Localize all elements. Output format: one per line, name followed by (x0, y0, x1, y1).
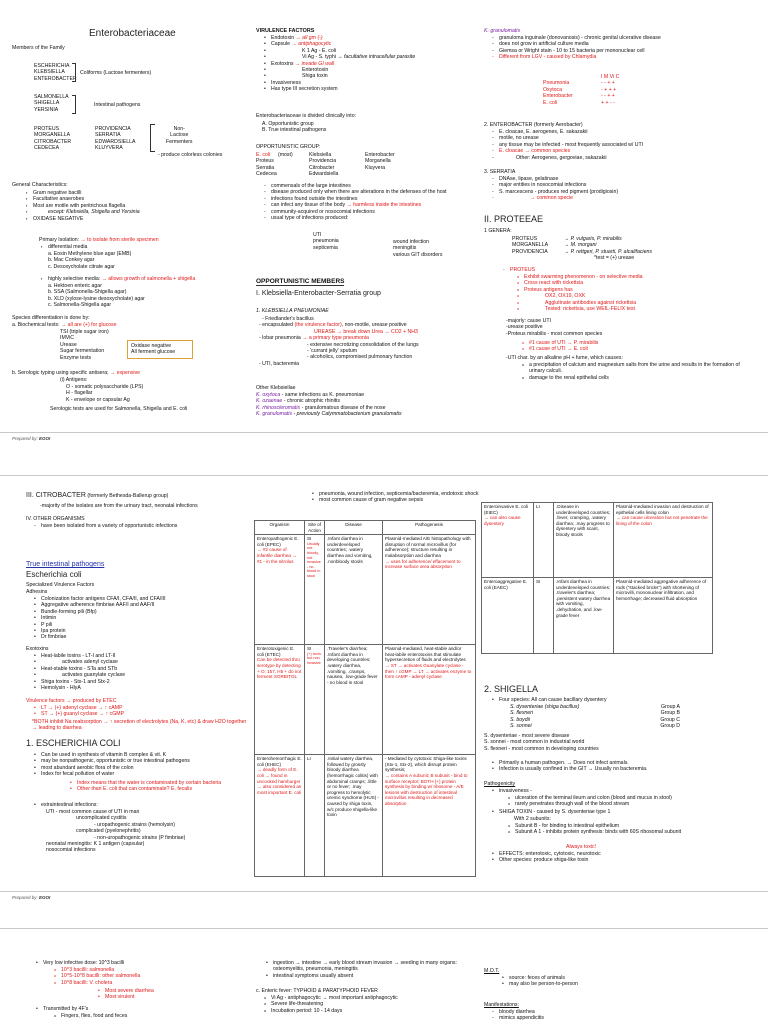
vf-list: • Endotoxin → all gm (-) • Capsule → antiphagocytic • K 1 Ag - E. coli • Vi Ag - S. typhi → facultative intracellular parasite • Exotoxins → invade GI wall • Enterotoxin • Shiga toxin • Invasiveness • Has type III secretion system (262, 35, 492, 93)
page-separator-3 (0, 891, 768, 892)
enterobacter-list: - E. cloacae, E. aerogenes, E. sakazakii - motile, no urease - any tissue may be infected - most frequently associated w/ UTI - E. cloacae → common species - Other: Aerogenes, gergoviae, sakazakii (490, 129, 745, 161)
general-heading: General Characteristics: (12, 182, 68, 188)
kg-heading: K. granulomatis (484, 28, 521, 34)
ecoli-title: Escherichia coli (26, 570, 82, 579)
serologic-typing: b. Serologic typing using specific antisera; → expensive (12, 370, 141, 376)
nonlactose-left: PROTEUS MORGANELLA CITROBACTER CEDECEA (34, 126, 72, 152)
mot-heading: M.O.T. (484, 968, 500, 974)
th-organism: Organism (255, 521, 305, 535)
proteus-more: -majorly: cause UTI -urease positive -Proteus mirabilis - most common species (506, 318, 603, 337)
primary-isolation: Primary Isolation: → to isolate from sterile specimen (39, 237, 159, 243)
ecoli-strain-table (254, 520, 476, 877)
divided-list: A. Opportunistic group B. True intestinal pathogens (262, 121, 327, 134)
svf-heading: Specialized Virulence Factors (26, 582, 95, 588)
shigella-list: • Primarily a human pathogen. → Does not infect animals. • Infection is usually confined in the GIT → Usually no bacteremia. (490, 760, 730, 773)
shigella-species: S. dysenteriae (shiga bacillus) Group A S. flexneri Group B S. boydii Group C S. sonnei Group D (510, 704, 680, 730)
mot-list: • source: feces of animals • may also be person-to-person (500, 975, 700, 988)
extraintestinal: • extraintestinal infections: (32, 802, 252, 808)
other-klebsiellae: Other Klebsiellae (256, 385, 296, 391)
imvic-table: I M Vi C Pneumonia - - + + Oxytoca - + + + Enterobacter - - + + E. coli + + - - (543, 74, 620, 106)
table-row: Enteroinvasive E. coli (EIEC) → can also cause dysentery LI .Disease in underdeveloped countries; .fever, cramping, .watery diarrhea; .may progress to dysentery with scant, bloody stools Plasmid-mediated invasion and destruction of epithelial cells lining colon → can cause ulceration but not penetrate the lining of the colon (482, 503, 713, 578)
prepared-by-1: Prepared by: EGOI (12, 436, 51, 441)
th-pathogenesis: Pathogenesis (383, 521, 476, 535)
nonlactose-label: Non- Lactose Fermenters (166, 126, 193, 145)
ecoli-strain-table-2 (481, 502, 713, 654)
other-klebsiellae-list: K. oxytoca - same infections as K. pneumoniae K. ozaenae - chronic atrophic rhinitis K. rhinoscleromatis - granulomatous disease of the nose K. granulomatis - previously Calymmatobacterium granulomatis (256, 392, 402, 418)
antigen-list: O - somatic polysaccharide (LPS) H - flagellar K - envelope or capsular Ag (66, 384, 144, 403)
nonlactose-bracket (150, 124, 155, 152)
true-intestinal-title: True intestinal pathogens (26, 561, 105, 568)
enterobacter-heading: 2. ENTEROBACTER (formerly Aerobacter) (484, 122, 583, 128)
exotoxins-heading: Exotoxins (26, 646, 49, 652)
infective-dose: • Very low infective dose: 10^3 bacilli (34, 960, 234, 966)
infective-dose-list: o 10^3 bacilli: salmonella o 10^5-10^8 bacilli: other salmonella o 10^8 bacilli: V. cholera (52, 967, 232, 986)
uti-char: -UTI char. by an alkaline pH + fume, which causes: (506, 355, 623, 361)
biochem-tests: a. Biochemical tests: → all are (+) for glucose (12, 322, 117, 328)
page-separator-2 (0, 475, 768, 476)
genera-table: PROTEUS → P. vulgaris, P. mirabilis MORGANELLA → M. morgani PROVIDENCIA → P. rettgeri, P. stuarti, P. alcalifaciens *test = (+) urease (512, 236, 652, 262)
intestinal-bracket (72, 95, 76, 114)
coliform-label: Coliforms (Lactose fermenters) (80, 70, 152, 76)
shigella-title: 2. SHIGELLA (484, 684, 539, 694)
colorless-note: - produce colorless colonies (158, 152, 223, 158)
page-separator-1 (0, 432, 768, 433)
th-site: Site of Action (305, 521, 325, 535)
table-row: Enteroaggregative E. coli (EAEC) SI .Infant diarrhea in underdeveloped countries; .traveler's diarrhea; .persistent watery diarrhea with vomiting, .dehydration, and .low-grade fever Plasmid-mediated aggregative adherence of rods ("stacked bricks") with shortening of microvilli, mononuclear infiltration, and hemorrhage; decreased fluid absorption (482, 578, 713, 654)
prepared-by-2: Prepared by: EGOI (12, 895, 51, 900)
infection-right: wound infection meningitis various GIT disorders (393, 239, 443, 258)
page-title: Enterobacteriaceae (89, 28, 176, 39)
infection-left: UTI pneumonia septicemia (313, 232, 339, 251)
kp-heading: 1. KLEBSIELLA PNEUMONIAE (256, 308, 329, 314)
nonlactose-right: PROVIDENCIA SERRATIA EDWARDSIELLA KLUYVERA (95, 126, 136, 152)
adhesins-heading: Adhesins (26, 589, 48, 595)
ecoli-index-notes: • Index means that the water is contaminated by certain bacteria • Other than E. coli that can contaminate? E. fecalis (68, 780, 243, 793)
shiga-subunits: With 2 subunits: (514, 816, 551, 822)
th-disease: Disease (325, 521, 383, 535)
differential-media: ▪ differential media (39, 244, 87, 250)
differential-list: a. Eosin Methylene blue agar (EMB) b. Mac Conkey agar c. Desoxycholate citrate agar (48, 251, 132, 270)
uti-char-list: o a precipitation of calcium and magnesium salts from the urine and results in the formation of urinary calculi. o damage to the renal epithelial cells (520, 362, 740, 381)
coliform-list: ESCHERICHIA KLEBSIELLA ENTEROBACTER (34, 63, 77, 82)
general-list: ▪ Gram negative bacilli ▪ Facultative anaerobes ▪ Most are motile with peritrichous flagella ▪ except: Klebsiella, Shigella and Yersinia ▪ OXIDASE NEGATIVE (24, 190, 234, 222)
citrobacter-list: -majority of the isolates are from the urinary tract, neonatal infections (40, 503, 198, 509)
pathogenicity: Pathogenicity (484, 781, 516, 787)
transmission: • Transmitted by 4F's (34, 1006, 234, 1012)
ecoli-list: • Can be used in synthesis of vitamin B complex & vit. K • may be nonpathogenic, opportunistic or true intestinal pathogens • most abundant aerobic flora of the colon • Index for fecal pollution of water (32, 752, 252, 778)
ecoli-section-title: 1. ESCHERICHIA COLI (26, 738, 121, 748)
intestinal-label: Intestinal pathogens (94, 102, 141, 108)
enteric-fever-list: o Vi Ag - antiphagocytic → most important antiphagocytic o Severe life-threatening o Incubation period: 10 - 14 days (262, 995, 482, 1014)
genera-heading: 1 GENERA: (484, 228, 512, 234)
invasiveness-list: o ulceration of the terminal ileum and colon (blood and mucus in stool) o rarely penetrates through wall of the blood stream (506, 795, 736, 808)
uti-causes: o #1 cause of UTI → P. mirabilis o #1 cause of UTI → E. coli (520, 340, 598, 353)
other-organisms-list: - have been isolated from a variety of opportunistic infections (32, 523, 242, 529)
opp-members-title: OPPORTUNISTIC MEMBERS (256, 278, 345, 285)
members-heading: Members of the Family (12, 45, 65, 51)
intestinal-list: SALMONELLA SHIGELLA YERSINIA (34, 94, 69, 113)
citrobacter-heading: III. CITROBACTER (formerly Bethesda-Ballerup group) (26, 492, 169, 499)
proteeae-title: II. PROTEEAE (484, 214, 544, 224)
transmission-list: o Fingers, flies, food and feces (52, 1013, 232, 1019)
kes-title: I. Klebsiella-Enterobacter-Serratia group (256, 290, 381, 297)
invasiveness: • invasiveness - (490, 788, 532, 794)
extraintestinal-list: UTI - most common cause of UTI in man uncomplicated cystitis - uropathogenic strains (hemolysin) complicated (pyelonephritis) - non-uropathogenic strains (P fimbriae) neonatal meningitis: K 1 antigen (capsular) nosocomial infections (46, 809, 186, 854)
table-row: Enterotoxigenic E. coli (ETEC) Can be detected thru serotype by detecting + O: 157, H5 + do not ferment SORBITOL SI (+) toxin but non invasive .Traveler's diarrhea; .Infant diarrhea in developing countries; .watery diarrhea, .vomiting, .cramps, nausea, .low-grade fever - no blood in stool Plasmid-mediated, heat-stable and/or heat-labile enterotoxins that stimulate hypersecretion of fluids and electrolytes → ST → activates Guanylate cyclase - then ↑ cGMP → LT → activates enzyme to form cAMP - adenyl cyclase (255, 645, 476, 755)
always-toxic: Always toxic! (566, 844, 596, 850)
vf-etec-list: • LT → (+) adenyl cyclase → ↑ cAMP • ST → (+) guanyl cyclase → ↑ cGMP (32, 705, 247, 718)
vf-etec: Virulence factors → produced by ETEC (26, 698, 117, 704)
manifestations-heading: Manifestations: (484, 1002, 519, 1008)
proteus-list: o Exhibit swarming phenomenon - on selective media o Cross react with rickettsia o Proteus antigens has o OX2, OX19, OXK o Agglutinate antibodies against rickettsia o Tested: rickettsia, use WEIL-FELIX test (515, 274, 740, 312)
table-row: Enterohemorrhagic E. coli (EHEC) → deadly form of E. coli → found in uncooked hamburger → also considered as most important E. coli LI .Initial watery diarrhea, followed by grossly bloody diarrhea (hemorrhagic colitis) with abdominal cramps; .little or no fever; .may progress to hemolytic uremic syndrome (HUS) - caused by shiga toxin, w/c produce shigella-like toxin - Mediated by cytotoxic Shiga-like toxins (Stx-1, Stx-2), which disrupt protein synthesis; → contains A subunit; B subunit - bind to surface receptor; BOTH (+) protein synthesis by binding w/ ribosome - A/E lesions with destruction of intestinal microvillus resulting in decreased absorption (255, 755, 476, 877)
shigella-notes: S. dysenteriae - most severe disease S. sonnei - most common in industrial world S. flexneri - most common in developing countries (484, 733, 599, 752)
exotoxins-list: • Heat-labile toxins - LT-I and LT-II • activates adenyl cyclase • Heat-stable toxins - STa and STb • activates guanylate cyclase • Shiga toxins - Stx-1 and Stx-2 • Hemolysin - HlyA (32, 653, 252, 691)
shiga-toxin: • SHIGA TOXIN - caused by S. dysenteriae type 1 (490, 809, 730, 815)
ecoli-other-list: • pneumonia, wound infection, septicemia/bacteremia, endotoxic shock • most common cause of gram negative sepsis (310, 491, 485, 504)
divided-heading: Enterobacteriaceae is divided clinically into: (256, 113, 357, 119)
adhesins-list: • Colonization factor antigens CFA/I, CFA/II, and CFA/III • Aggregative adherence fimbriae AAF/I and AAF/II • Bundle-forming pili (Bfp) • Intimin • P pili • Ipa protein • Dr fimbriae (32, 596, 252, 641)
serratia-heading: 3. SERRATIA (484, 169, 516, 175)
biochem-list: TSI (triple sugar iron) IMViC Urease Sugar fermentation Enzyme tests (60, 329, 109, 361)
serratia-list: - DNAse, lipase, gelatinase - major entities in nosocomial infections - S. marcescens - produces red pigment (prodigiosin) - → common specie (490, 176, 745, 202)
shiga-subunit-list: o Subunit B - for binding to intestinal epithelium o Subunit A 1 - inhibits protein synthesis: binds with 60S ribosomal subunit (506, 823, 731, 836)
typhoid-route: • ingestion → intestine → early blood stream invasion → seeding in many organs: osteomyelitis, pneumonia, meningitis • intestinal symptoms usually absent (264, 960, 484, 979)
selective-media: ▪ highly selective media: → allows growth of salmonella + shigella (39, 276, 249, 282)
coliform-bracket (72, 63, 76, 82)
effects-list: • EFFECTS: enterotoxic, cytotoxic, neurotoxic • Other species: produce shiga-like toxin (490, 851, 730, 864)
vf-both: *BOTH inhibit Na reabsorption → ↑ secretion of electrolytes (Na, K, etc) & draw H2O together → leading to diarrhea (32, 719, 247, 732)
manifestations-list: - bloody diarrhea - mimics appendicitis (490, 1009, 690, 1022)
antigen-heading: (i) Antigens: (60, 377, 88, 383)
kp-details: - Friedlander's bacillus - encapsulated (the virulence factor), non-motile, urease positive UREASE → break down Urea → CO2 + NH3 - lobar pneumonia → a primary type pneumonia - extensive necrotizing consolidation of the lungs - 'currant jelly' sputum - alcoholics, compromised pulmonary function - UTI, bacteremia (259, 316, 419, 367)
other-organisms: IV. OTHER ORGANISMS (26, 516, 85, 522)
selective-list: a. Hektoen enteric agar b. SSA (Salmonella-Shigella agar) b. XLD (xylose-lysine desoxycholate) agar c. Salmonella-Shigella agar (48, 283, 145, 309)
commensals-list: - commensals of the large intestines - disease produced only when there are alterations in the defenses of the host - infections found outside the intestines - can infect any tissue of the body → harmless inside the intestines - community-acquired or nosocomial infections - usual type of infections produced: (262, 183, 477, 221)
proteus-heading: - PROTEUS (501, 267, 535, 273)
cholera-notes: • Most severe diarrhea • Most virulent (96, 988, 216, 1001)
opp-grid: E. coli (most) Klebsiella Enterobacter Proteus Providencia Morganella Serratia Citrobacter Kluyvera Cedecea Edwardsiella (256, 152, 395, 178)
kg-list: - granuloma inguinale (donovanosis) - chronic genital ulcerative disease - does not grow in artificial culture media - Giemsa or Wright stain - 10 to 15 bacteria per mononuclear cell - Different from LGV - caused by Chlamydia (490, 35, 740, 61)
vf-heading: VIRULENCE FACTORS (256, 28, 315, 34)
opp-group-heading: OPPORTUNISTIC GROUP: (256, 144, 321, 150)
enteric-fever: c. Enteric fever: TYPHOID & PARATYPHOID FEVER (256, 988, 378, 994)
page-separator-4 (0, 928, 768, 929)
species-diff: Species differentiation is done by: (12, 315, 90, 321)
serologic-note: Serologic tests are used for Salmonella, Shigella and E. coli (50, 406, 188, 412)
oxidase-box: Oxidase negative All ferment glucose (127, 340, 193, 359)
table-row: Enteropathogenic E. coli (EPEC) → #2 cause of infantile diarrhea → #1 - in the nitrolus SI Usually not bloody, not invasive - no blood in stool .Infant diarrhea in underdeveloped countries; .watery diarrhea and vomiting, .nonbloody stools Plasmid-mediated A/E histopathology with disruption of normal microvillus (for adherence); structure resulting in malabsorption and diarrhea → uses for adherence/ effacement to increase surface area absorption (255, 535, 476, 645)
shigella-species-head: • Four species: All can cause bacillary dysentery (490, 697, 730, 703)
